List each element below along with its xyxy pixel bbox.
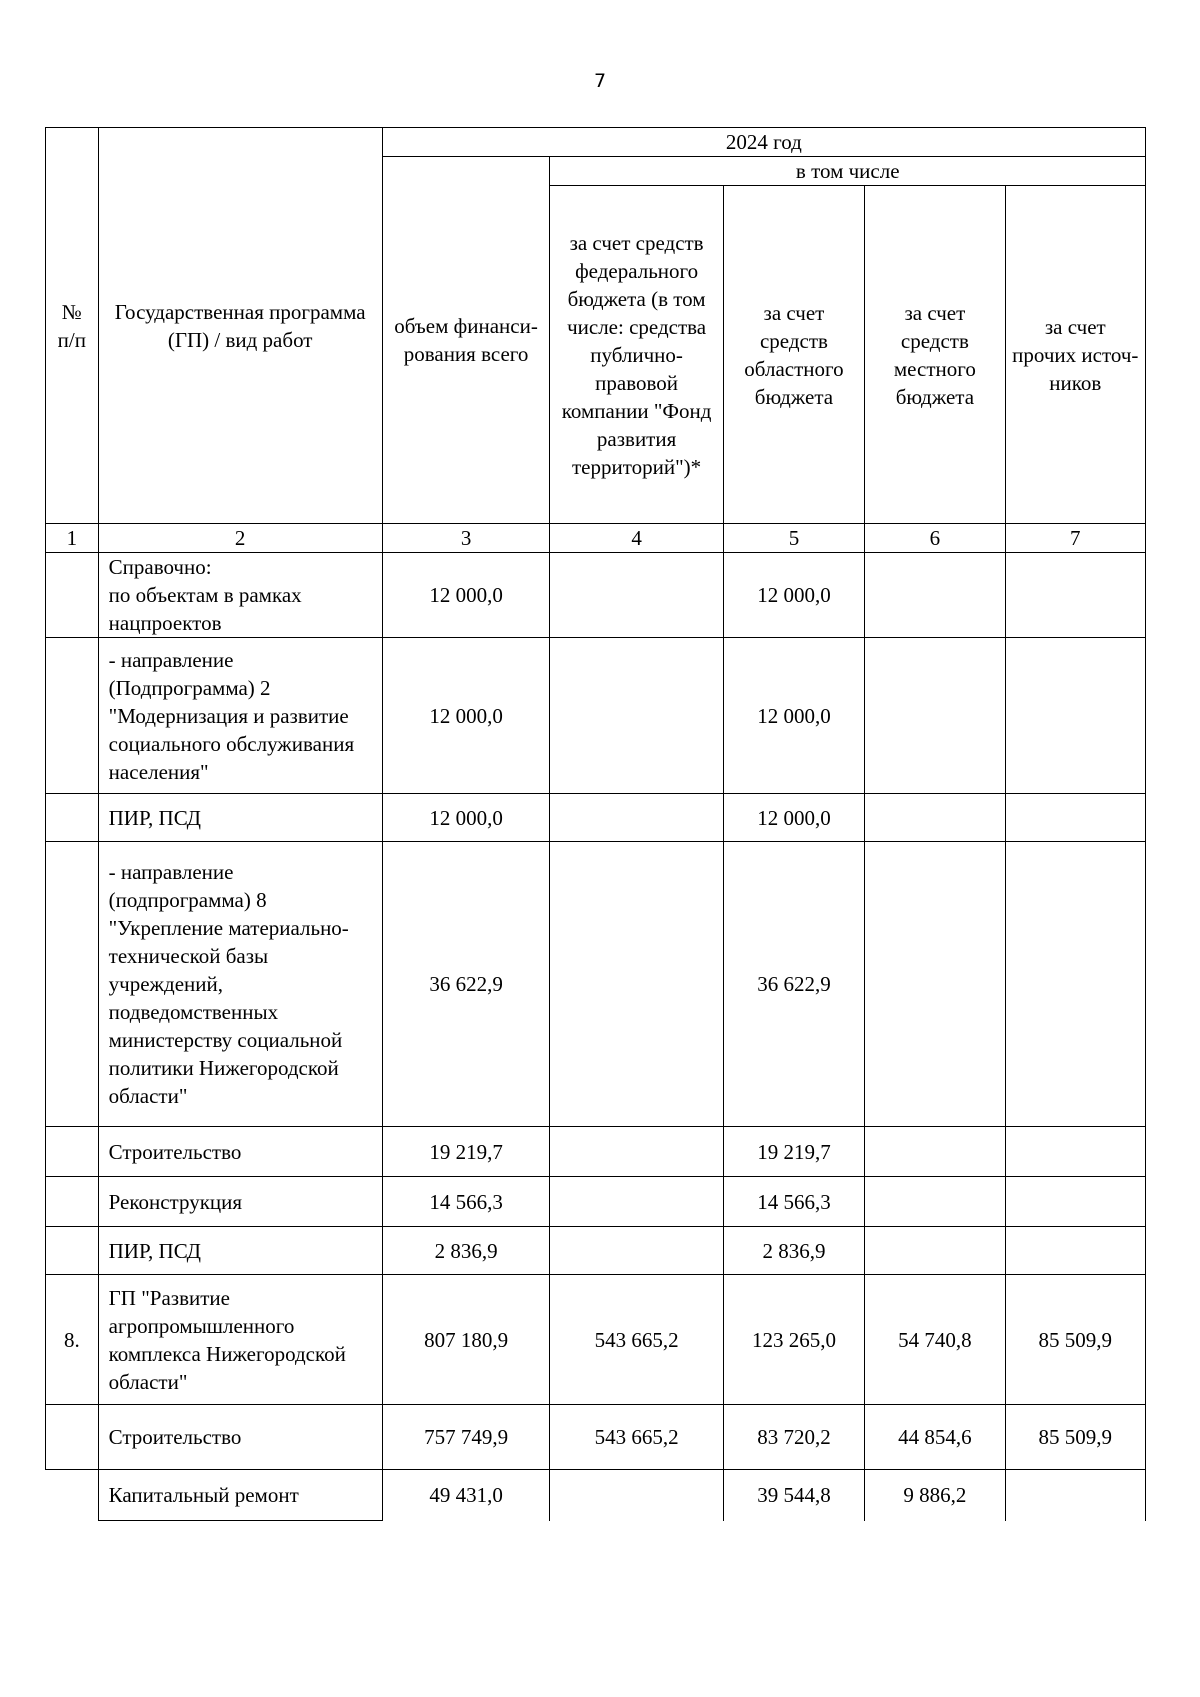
cell-regional: 12 000,0 [723,794,864,842]
cell-federal [550,842,723,1127]
cell-name: - направление (Подпрограмма) 2 "Модернизация и развитие социального обслуживания населения" [98,638,382,794]
cell-local [865,1127,1005,1177]
cell-num [46,1405,99,1470]
column-number: 1 [46,524,99,553]
cell-local: 54 740,8 [865,1275,1005,1405]
cell-name: Справочно: по объектам в рамках нацпроектов [98,553,382,638]
cell-total: 49 431,0 [382,1470,550,1521]
cell-num [46,1177,99,1227]
cell-other: 85 509,9 [1005,1275,1145,1405]
cell-other [1005,638,1145,794]
cell-federal [550,1177,723,1227]
cell-name: Строительство [98,1127,382,1177]
cell-other [1005,1227,1145,1275]
cell-name: ПИР, ПСД [98,794,382,842]
cell-total: 12 000,0 [382,638,550,794]
column-number: 2 [98,524,382,553]
cell-num [46,1127,99,1177]
cell-num [46,842,99,1127]
table-row [46,1177,1146,1227]
table-row [46,553,1146,638]
cell-num: 8. [46,1275,99,1405]
cell-regional: 12 000,0 [723,553,864,638]
cell-name: ГП "Развитие агропромышленного комплекса Нижегородской области" [98,1275,382,1405]
header-regional: за счет средств областного бюджета [723,186,864,524]
cell-local [865,1227,1005,1275]
cell-regional: 39 544,8 [723,1470,864,1521]
cell-local [865,842,1005,1127]
cell-total: 757 749,9 [382,1405,550,1470]
cell-other [1005,1470,1145,1521]
table-row [46,1227,1146,1275]
cell-regional: 19 219,7 [723,1127,864,1177]
cell-name: Строительство [98,1405,382,1470]
header-local: за счет средств местного бюджета [865,186,1005,524]
table-row [46,794,1146,842]
cell-regional: 14 566,3 [723,1177,864,1227]
column-number: 7 [1005,524,1145,553]
cell-federal [550,794,723,842]
cell-federal: 543 665,2 [550,1275,723,1405]
cell-other: 85 509,9 [1005,1405,1145,1470]
column-number: 6 [865,524,1005,553]
table-row [46,842,1146,1127]
cell-total: 14 566,3 [382,1177,550,1227]
cell-other [1005,842,1145,1127]
table-row [46,1470,1146,1521]
header-program: Государственная программа (ГП) / вид работ [98,128,382,524]
cell-federal [550,553,723,638]
column-numbers-row [46,524,1146,553]
cell-num [46,638,99,794]
header-other: за счет прочих источ-ников [1005,186,1145,524]
header-federal: за счет средств федерального бюджета (в том числе: средства публично-правовой компании "Фонд развития территорий")* [550,186,723,524]
cell-regional: 12 000,0 [723,638,864,794]
cell-num [46,794,99,842]
cell-local [865,638,1005,794]
page-number: 7 [593,70,607,92]
cell-federal [550,1227,723,1275]
cell-local [865,1177,1005,1227]
cell-regional: 36 622,9 [723,842,864,1127]
cell-local: 44 854,6 [865,1405,1005,1470]
column-number: 5 [723,524,864,553]
cell-other [1005,794,1145,842]
table-row [46,1275,1146,1405]
cell-local [865,553,1005,638]
cell-total: 36 622,9 [382,842,550,1127]
cell-num [46,553,99,638]
cell-total: 12 000,0 [382,553,550,638]
header-num: № п/п [46,128,99,524]
header-total: объем финанси-рования всего [382,157,550,524]
header-including: в том числе [550,157,1146,186]
table-row [46,1127,1146,1177]
cell-total: 19 219,7 [382,1127,550,1177]
cell-total: 2 836,9 [382,1227,550,1275]
cell-name: Капитальный ремонт [98,1470,382,1521]
cell-local: 9 886,2 [865,1470,1005,1521]
column-number: 4 [550,524,723,553]
cell-total: 807 180,9 [382,1275,550,1405]
cell-total: 12 000,0 [382,794,550,842]
cell-other [1005,1127,1145,1177]
cell-federal: 543 665,2 [550,1405,723,1470]
table-row [46,638,1146,794]
financing-table [45,127,1146,1521]
cell-regional: 2 836,9 [723,1227,864,1275]
cell-other [1005,553,1145,638]
cell-name: Реконструкция [98,1177,382,1227]
table-row [46,1405,1146,1470]
cell-regional: 83 720,2 [723,1405,864,1470]
cell-federal [550,1127,723,1177]
cell-federal [550,1470,723,1521]
cell-name: - направление (подпрограмма) 8 "Укрепление материально-технической базы учреждений, подведомственных министерству социальной политики Нижегородской области" [98,842,382,1127]
cell-num [46,1470,99,1521]
header-year: 2024 год [382,128,1145,157]
table-body [46,553,1146,1521]
cell-name: ПИР, ПСД [98,1227,382,1275]
cell-federal [550,638,723,794]
column-number: 3 [382,524,550,553]
cell-regional: 123 265,0 [723,1275,864,1405]
cell-other [1005,1177,1145,1227]
cell-num [46,1227,99,1275]
cell-local [865,794,1005,842]
